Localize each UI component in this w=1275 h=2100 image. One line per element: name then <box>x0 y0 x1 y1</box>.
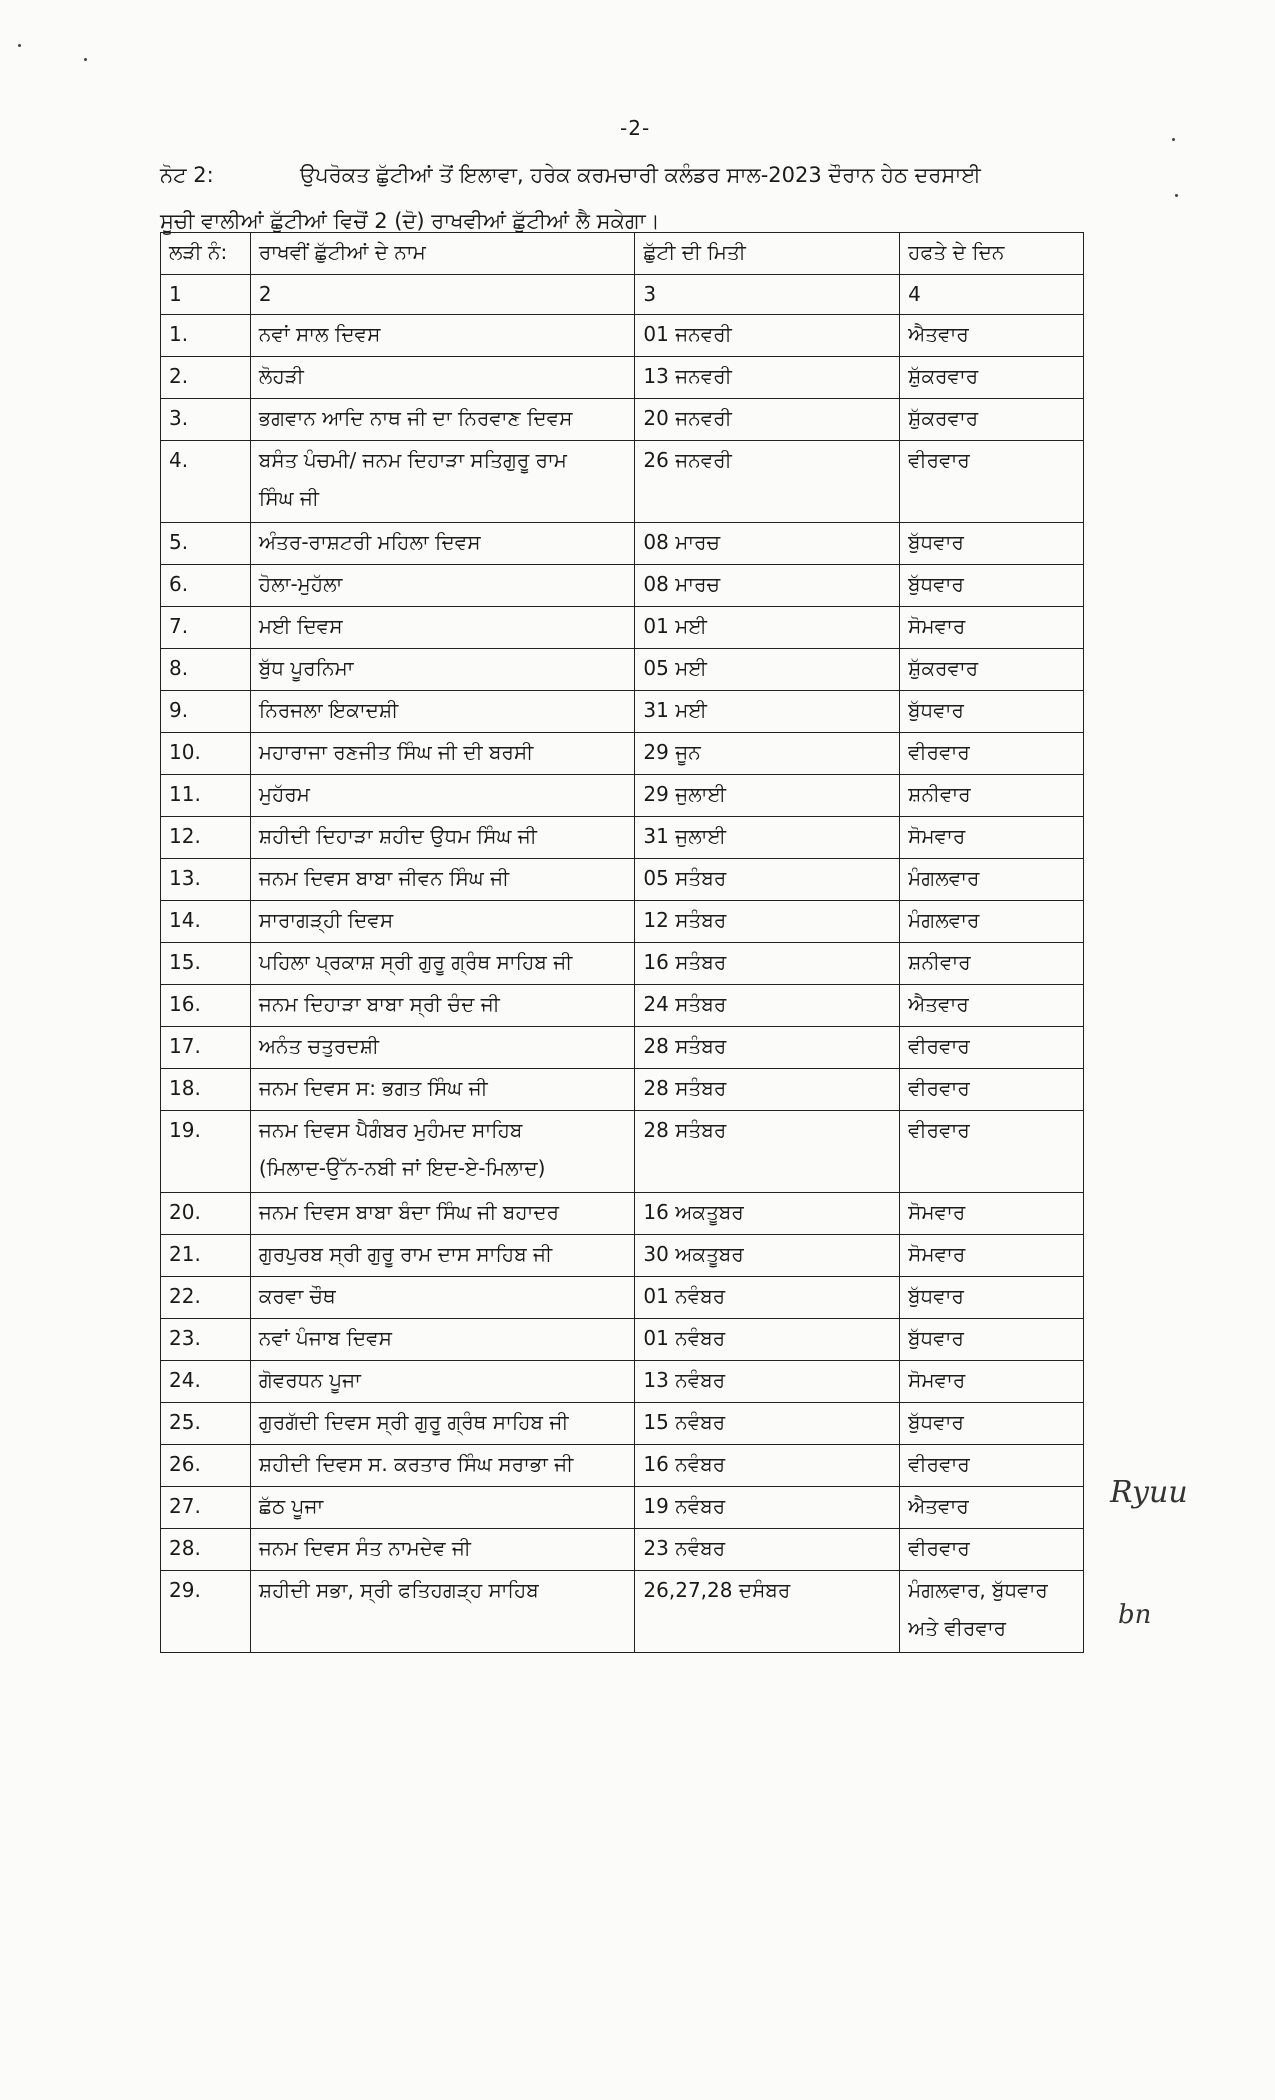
header-weekday: ਹਫਤੇ ਦੇ ਦਿਨ <box>900 233 1084 275</box>
holiday-name <box>250 1235 635 1277</box>
holiday-name-line: ਗੋਵਰਧਨ ਪੂਜਾ <box>258 1368 361 1392</box>
holiday-date: 31 ਜੁਲਾਈ <box>635 817 900 859</box>
weekday-line: ਵੀਰਵਾਰ <box>908 740 970 764</box>
column-number: 2 <box>250 275 635 315</box>
table-row <box>161 775 1084 817</box>
holiday-name-line: ਨਿਰਜਲਾ ਇਕਾਦਸ਼ੀ <box>258 698 399 722</box>
holiday-name-line: (ਮਿਲਾਦ-ਉੱਨ-ਨਬੀ ਜਾਂ ਇਦ-ਏ-ਮਿਲਾਦ) <box>258 1156 546 1180</box>
holiday-weekday <box>900 1529 1084 1571</box>
header-date: ਛੁੱਟੀ ਦੀ ਮਿਤੀ <box>635 233 900 275</box>
holiday-date: 13 ਨਵੰਬਰ <box>635 1361 900 1403</box>
row-serial-number: 3. <box>161 399 251 441</box>
table-row <box>161 523 1084 565</box>
holiday-weekday <box>900 1277 1084 1319</box>
row-serial-number: 27. <box>161 1487 251 1529</box>
weekday-line: ਸ਼ੁੱਕਰਵਾਰ <box>908 656 979 680</box>
table-row <box>161 357 1084 399</box>
table-row <box>161 315 1084 357</box>
holiday-weekday <box>900 1111 1084 1193</box>
weekday-line: ਐਤਵਾਰ <box>908 322 969 346</box>
row-serial-number: 1. <box>161 315 251 357</box>
holiday-date: 01 ਜਨਵਰੀ <box>635 315 900 357</box>
holiday-date: 26 ਜਨਵਰੀ <box>635 441 900 523</box>
weekday-line: ਸੋਮਵਾਰ <box>908 1200 966 1224</box>
weekday-line: ਸੋਮਵਾਰ <box>908 1242 966 1266</box>
holiday-name <box>250 441 635 523</box>
holiday-name <box>250 859 635 901</box>
holiday-name <box>250 1319 635 1361</box>
note-line-1: ਉਪਰੋਕਤ ਛੁੱਟੀਆਂ ਤੋਂ ਇਲਾਵਾ, ਹਰੇਕ ਕਰਮਚਾਰੀ ਕਲੰਡਰ ਸਾਲ-2023 ਦੌਰਾਨ ਹੇਠ ਦਰਸਾਈ <box>300 163 981 187</box>
holiday-name-line: ਗੁਰਪੁਰਬ ਸ੍ਰੀ ਗੁਰੂ ਰਾਮ ਦਾਸ ਸਾਹਿਬ ਜੀ <box>258 1242 553 1266</box>
holiday-weekday <box>900 985 1084 1027</box>
handwritten-mark: bn <box>1118 1600 1152 1630</box>
holiday-name-line: ਮਹਾਰਾਜਾ ਰਣਜੀਤ ਸਿੰਘ ਜੀ ਦੀ ਬਰਸੀ <box>258 740 534 764</box>
holiday-weekday <box>900 607 1084 649</box>
weekday-line: ਬੁੱਧਵਾਰ <box>908 1284 964 1308</box>
holiday-date: 28 ਸਤੰਬਰ <box>635 1069 900 1111</box>
holiday-name <box>250 691 635 733</box>
holiday-weekday <box>900 649 1084 691</box>
scan-speck <box>1172 138 1175 141</box>
holiday-name <box>250 1487 635 1529</box>
holiday-name <box>250 1571 635 1653</box>
table-row <box>161 985 1084 1027</box>
row-serial-number: 7. <box>161 607 251 649</box>
note-line-2: ਸੂਚੀ ਵਾਲੀਆਂ ਛੁੱਟੀਆਂ ਵਿਚੋਂ 2 (ਦੋ) ਰਾਖਵੀਆਂ ਛੁੱਟੀਆਂ ਲੈ ਸਕੇਗਾ। <box>160 209 660 233</box>
holiday-weekday <box>900 357 1084 399</box>
holiday-name <box>250 1529 635 1571</box>
row-serial-number: 6. <box>161 565 251 607</box>
holiday-name <box>250 1111 635 1193</box>
weekday-line: ਐਤਵਾਰ <box>908 992 969 1016</box>
table-row <box>161 1403 1084 1445</box>
table-row <box>161 1193 1084 1235</box>
table-row <box>161 1487 1084 1529</box>
holiday-date: 01 ਨਵੰਬਰ <box>635 1319 900 1361</box>
weekday-line: ਸ਼ੁੱਕਰਵਾਰ <box>908 364 979 388</box>
holiday-name <box>250 523 635 565</box>
weekday-line: ਸੋਮਵਾਰ <box>908 824 966 848</box>
table-row <box>161 399 1084 441</box>
row-serial-number: 21. <box>161 1235 251 1277</box>
weekday-line: ਮੰਗਲਵਾਰ, ਬੁੱਧਵਾਰ <box>908 1578 1048 1602</box>
holiday-name <box>250 775 635 817</box>
row-serial-number: 28. <box>161 1529 251 1571</box>
holiday-name-line: ਜਨਮ ਦਿਹਾੜਾ ਬਾਬਾ ਸ੍ਰੀ ਚੰਦ ਜੀ <box>258 992 500 1016</box>
holiday-name-line: ਲੋਹੜੀ <box>258 364 304 388</box>
holiday-name <box>250 985 635 1027</box>
table-row <box>161 565 1084 607</box>
weekday-line: ਵੀਰਵਾਰ <box>908 1118 970 1142</box>
holiday-weekday <box>900 943 1084 985</box>
holiday-name-line: ਜਨਮ ਦਿਵਸ ਸ: ਭਗਤ ਸਿੰਘ ਜੀ <box>258 1076 488 1100</box>
holiday-name-line: ਛੱਠ ਪੂਜਾ <box>258 1494 324 1518</box>
weekday-line: ਵੀਰਵਾਰ <box>908 448 970 472</box>
holiday-name-line: ਪਹਿਲਾ ਪ੍ਰਕਾਸ਼ ਸ੍ਰੀ ਗੁਰੂ ਗ੍ਰੰਥ ਸਾਹਿਬ ਜੀ <box>258 950 573 974</box>
holiday-name-line: ਅਨੰਤ ਚਤੁਰਦਸ਼ੀ <box>258 1034 380 1058</box>
holiday-weekday <box>900 565 1084 607</box>
column-number: 4 <box>900 275 1084 315</box>
table-row <box>161 1529 1084 1571</box>
holiday-weekday <box>900 901 1084 943</box>
header-serial: ਲੜੀ ਨੰ: <box>161 233 251 275</box>
holiday-weekday <box>900 859 1084 901</box>
weekday-line: ਮੰਗਲਵਾਰ <box>908 866 980 890</box>
weekday-line: ਬੁੱਧਵਾਰ <box>908 530 964 554</box>
row-serial-number: 20. <box>161 1193 251 1235</box>
holiday-name-line: ਸਿੰਘ ਜੀ <box>258 486 319 510</box>
holiday-date: 29 ਜੁਲਾਈ <box>635 775 900 817</box>
weekday-line: ਵੀਰਵਾਰ <box>908 1452 970 1476</box>
weekday-line: ਵੀਰਵਾਰ <box>908 1034 970 1058</box>
weekday-line: ਅਤੇ ਵੀਰਵਾਰ <box>908 1616 1007 1640</box>
row-serial-number: 2. <box>161 357 251 399</box>
holiday-date: 28 ਸਤੰਬਰ <box>635 1111 900 1193</box>
holiday-name <box>250 733 635 775</box>
row-serial-number: 29. <box>161 1571 251 1653</box>
holiday-weekday <box>900 1193 1084 1235</box>
holiday-date: 26,27,28 ਦਸੰਬਰ <box>635 1571 900 1653</box>
holiday-name-line: ਬਸੰਤ ਪੰਚਮੀ/ ਜਨਮ ਦਿਹਾੜਾ ਸਤਿਗੁਰੂ ਰਾਮ <box>258 448 567 472</box>
row-serial-number: 10. <box>161 733 251 775</box>
handwritten-initials: Ryuu <box>1110 1475 1188 1510</box>
holiday-weekday <box>900 399 1084 441</box>
holiday-name-line: ਹੋਲਾ-ਮੁਹੱਲਾ <box>258 572 343 596</box>
holiday-weekday <box>900 733 1084 775</box>
holiday-date: 16 ਅਕਤੂਬਰ <box>635 1193 900 1235</box>
table-row <box>161 607 1084 649</box>
holiday-date: 19 ਨਵੰਬਰ <box>635 1487 900 1529</box>
note-label: ਨੋਟ 2: <box>160 163 214 187</box>
holiday-date: 23 ਨਵੰਬਰ <box>635 1529 900 1571</box>
holiday-weekday <box>900 1571 1084 1653</box>
weekday-line: ਬੁੱਧਵਾਰ <box>908 572 964 596</box>
table-row <box>161 649 1084 691</box>
table-row <box>161 1277 1084 1319</box>
table-row <box>161 1069 1084 1111</box>
holiday-date: 08 ਮਾਰਚ <box>635 565 900 607</box>
row-serial-number: 19. <box>161 1111 251 1193</box>
holiday-name <box>250 901 635 943</box>
table-row <box>161 691 1084 733</box>
holiday-date: 31 ਮਈ <box>635 691 900 733</box>
holiday-name-line: ਬੁੱਧ ਪੂਰਨਿਮਾ <box>258 656 354 680</box>
holiday-name <box>250 1027 635 1069</box>
row-serial-number: 15. <box>161 943 251 985</box>
weekday-line: ਸੋਮਵਾਰ <box>908 1368 966 1392</box>
weekday-line: ਸ਼ੁੱਕਰਵਾਰ <box>908 406 979 430</box>
holiday-name-line: ਅੰਤਰ-ਰਾਸ਼ਟਰੀ ਮਹਿਲਾ ਦਿਵਸ <box>258 530 481 554</box>
holiday-weekday <box>900 441 1084 523</box>
row-serial-number: 25. <box>161 1403 251 1445</box>
table-row <box>161 1571 1084 1653</box>
holiday-name <box>250 1193 635 1235</box>
holiday-weekday <box>900 1403 1084 1445</box>
holiday-date: 16 ਸਤੰਬਰ <box>635 943 900 985</box>
holiday-name <box>250 817 635 859</box>
holiday-weekday <box>900 1235 1084 1277</box>
scan-speck <box>18 44 21 47</box>
holiday-weekday <box>900 1361 1084 1403</box>
holiday-name <box>250 607 635 649</box>
holiday-name-line: ਸਾਰਾਗੜ੍ਹੀ ਦਿਵਸ <box>258 908 394 932</box>
holiday-weekday <box>900 1445 1084 1487</box>
table-row <box>161 1361 1084 1403</box>
holiday-date: 01 ਨਵੰਬਰ <box>635 1277 900 1319</box>
holiday-date: 24 ਸਤੰਬਰ <box>635 985 900 1027</box>
weekday-line: ਸੋਮਵਾਰ <box>908 614 966 638</box>
column-number-row <box>161 275 1084 315</box>
weekday-line: ਬੁੱਧਵਾਰ <box>908 698 964 722</box>
row-serial-number: 17. <box>161 1027 251 1069</box>
weekday-line: ਮੰਗਲਵਾਰ <box>908 908 980 932</box>
holiday-name-line: ਮੁਹੱਰਮ <box>258 782 310 806</box>
table-row <box>161 1235 1084 1277</box>
holiday-date: 28 ਸਤੰਬਰ <box>635 1027 900 1069</box>
holiday-date: 15 ਨਵੰਬਰ <box>635 1403 900 1445</box>
table-row <box>161 817 1084 859</box>
holiday-name-line: ਕਰਵਾ ਚੌਥ <box>258 1284 336 1308</box>
holiday-name-line: ਗੁਰਗੱਦੀ ਦਿਵਸ ਸ੍ਰੀ ਗੁਰੂ ਗ੍ਰੰਥ ਸਾਹਿਬ ਜੀ <box>258 1410 569 1434</box>
row-serial-number: 8. <box>161 649 251 691</box>
holiday-name <box>250 1069 635 1111</box>
note-paragraph <box>160 152 1090 244</box>
holiday-weekday <box>900 1069 1084 1111</box>
weekday-line: ਐਤਵਾਰ <box>908 1494 969 1518</box>
holiday-name <box>250 1403 635 1445</box>
holiday-weekday <box>900 1487 1084 1529</box>
table-row <box>161 441 1084 523</box>
holiday-date: 20 ਜਨਵਰੀ <box>635 399 900 441</box>
row-serial-number: 5. <box>161 523 251 565</box>
holiday-date: 05 ਸਤੰਬਰ <box>635 859 900 901</box>
holiday-date: 12 ਸਤੰਬਰ <box>635 901 900 943</box>
row-serial-number: 12. <box>161 817 251 859</box>
holiday-name-line: ਜਨਮ ਦਿਵਸ ਪੈਗੰਬਰ ਮੁਹੰਮਦ ਸਾਹਿਬ <box>258 1118 523 1142</box>
table-row <box>161 1027 1084 1069</box>
holiday-name-line: ਜਨਮ ਦਿਵਸ ਬਾਬਾ ਬੰਦਾ ਸਿੰਘ ਜੀ ਬਹਾਦਰ <box>258 1200 559 1224</box>
row-serial-number: 23. <box>161 1319 251 1361</box>
row-serial-number: 11. <box>161 775 251 817</box>
holiday-date: 13 ਜਨਵਰੀ <box>635 357 900 399</box>
holiday-date: 29 ਜੂਨ <box>635 733 900 775</box>
table-row <box>161 943 1084 985</box>
weekday-line: ਸ਼ਨੀਵਾਰ <box>908 950 971 974</box>
holiday-weekday <box>900 1027 1084 1069</box>
row-serial-number: 14. <box>161 901 251 943</box>
reserved-holidays-table <box>160 232 1084 1653</box>
holiday-name <box>250 315 635 357</box>
table-row <box>161 733 1084 775</box>
holiday-weekday <box>900 691 1084 733</box>
row-serial-number: 9. <box>161 691 251 733</box>
table-row <box>161 859 1084 901</box>
header-holiday-name: ਰਾਖਵੀਂ ਛੁੱਟੀਆਂ ਦੇ ਨਾਮ <box>250 233 635 275</box>
holiday-name-line: ਭਗਵਾਨ ਆਦਿ ਨਾਥ ਜੀ ਦਾ ਨਿਰਵਾਣ ਦਿਵਸ <box>258 406 573 430</box>
holiday-name <box>250 943 635 985</box>
holiday-name-line: ਮਈ ਦਿਵਸ <box>258 614 343 638</box>
table-row <box>161 1445 1084 1487</box>
holiday-date: 30 ਅਕਤੂਬਰ <box>635 1235 900 1277</box>
holiday-weekday <box>900 775 1084 817</box>
column-number: 3 <box>635 275 900 315</box>
row-serial-number: 22. <box>161 1277 251 1319</box>
holiday-name <box>250 1445 635 1487</box>
holiday-weekday <box>900 817 1084 859</box>
table-row <box>161 1319 1084 1361</box>
weekday-line: ਸ਼ਨੀਵਾਰ <box>908 782 971 806</box>
holiday-name-line: ਜਨਮ ਦਿਵਸ ਬਾਬਾ ਜੀਵਨ ਸਿੰਘ ਜੀ <box>258 866 510 890</box>
row-serial-number: 4. <box>161 441 251 523</box>
holiday-name-line: ਜਨਮ ਦਿਵਸ ਸੰਤ ਨਾਮਦੇਵ ਜੀ <box>258 1536 471 1560</box>
holiday-name <box>250 1277 635 1319</box>
row-serial-number: 26. <box>161 1445 251 1487</box>
weekday-line: ਬੁੱਧਵਾਰ <box>908 1326 964 1350</box>
row-serial-number: 13. <box>161 859 251 901</box>
holiday-name <box>250 649 635 691</box>
page-number: -2- <box>620 116 651 140</box>
holiday-name-line: ਸ਼ਹੀਦੀ ਦਿਹਾੜਾ ਸ਼ਹੀਦ ਉਧਮ ਸਿੰਘ ਜੀ <box>258 824 537 848</box>
table-row <box>161 901 1084 943</box>
row-serial-number: 16. <box>161 985 251 1027</box>
weekday-line: ਵੀਰਵਾਰ <box>908 1536 970 1560</box>
holiday-date: 01 ਮਈ <box>635 607 900 649</box>
holiday-name <box>250 565 635 607</box>
table-header-row <box>161 233 1084 275</box>
weekday-line: ਬੁੱਧਵਾਰ <box>908 1410 964 1434</box>
weekday-line: ਵੀਰਵਾਰ <box>908 1076 970 1100</box>
holiday-name-line: ਨਵਾਂ ਪੰਜਾਬ ਦਿਵਸ <box>258 1326 392 1350</box>
holiday-name <box>250 399 635 441</box>
holiday-weekday <box>900 1319 1084 1361</box>
holiday-name <box>250 357 635 399</box>
holiday-date: 16 ਨਵੰਬਰ <box>635 1445 900 1487</box>
scan-speck <box>1175 194 1178 197</box>
holiday-date: 05 ਮਈ <box>635 649 900 691</box>
row-serial-number: 24. <box>161 1361 251 1403</box>
holiday-date: 08 ਮਾਰਚ <box>635 523 900 565</box>
holiday-weekday <box>900 315 1084 357</box>
table-row <box>161 1111 1084 1193</box>
holiday-name-line: ਨਵਾਂ ਸਾਲ ਦਿਵਸ <box>258 322 381 346</box>
holiday-name <box>250 1361 635 1403</box>
holiday-name-line: ਸ਼ਹੀਦੀ ਸਭਾ, ਸ੍ਰੀ ਫਤਿਹਗੜ੍ਹ ਸਾਹਿਬ <box>258 1578 539 1602</box>
scan-speck <box>84 58 87 61</box>
holiday-weekday <box>900 523 1084 565</box>
row-serial-number: 18. <box>161 1069 251 1111</box>
holiday-name-line: ਸ਼ਹੀਦੀ ਦਿਵਸ ਸ. ਕਰਤਾਰ ਸਿੰਘ ਸਰਾਭਾ ਜੀ <box>258 1452 574 1476</box>
column-number: 1 <box>161 275 251 315</box>
